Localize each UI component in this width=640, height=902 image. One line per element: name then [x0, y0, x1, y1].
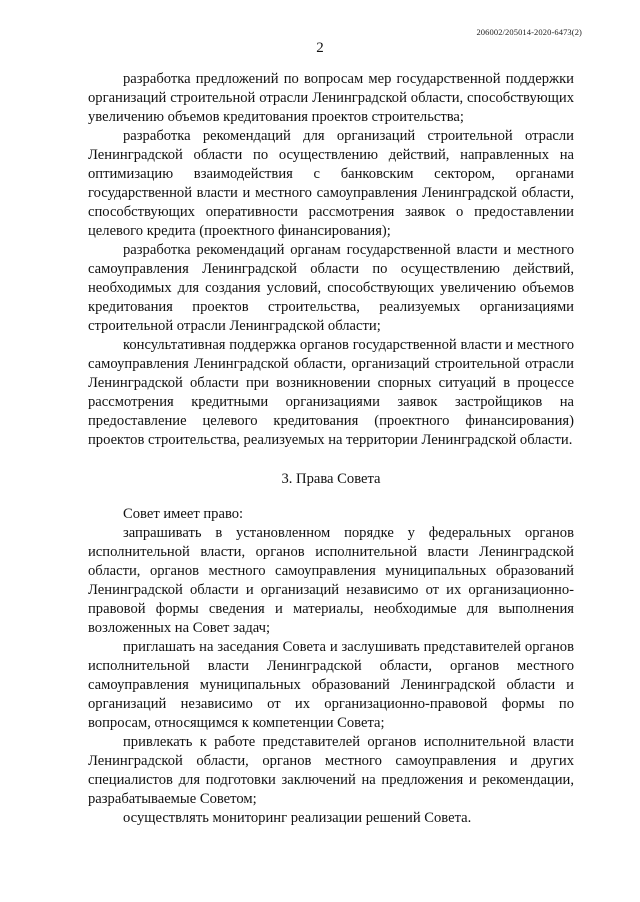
section-intro: Совет имеет право: — [123, 506, 244, 522]
paragraph-proposals: разработка предложений по вопросам мер государственной поддержки организаций строительной отрасли Ленинградской области, способствующих увеличению объемов кредитования проектов строительства; — [88, 71, 574, 125]
right-request-information: запрашивать в установленном порядке у федеральных органов исполнительной власти, органов исполнительной власти Ленинградской области, органов местного самоуправления муниципальных образований Ленинградской области и организаций независимо от их организационно-правовой формы сведения и материалы, необходимые для выполнения возложенных на Совет задач; — [88, 525, 574, 636]
paragraph-consultative-support: консультативная поддержка органов государственной власти и местного самоуправления Ленинградской области, организаций строительной отрасли Ленинградской области при возникновении спорных ситуаций в процессе рассмотрения кредитными организациями заявок застройщиков на предоставление целевого кредитования (проектного финансирования) проектов строительства, реализуемых на территории Ленинградской области. — [88, 337, 574, 448]
paragraph-recommendations-authorities: разработка рекомендаций органам государственной власти и местного самоуправления Ленинградской области по осуществлению действий, необходимых для создания условий, способствующих увеличению объемов кредитования проектов строительства, реализуемых организациями строительной отрасли Ленинградской области; — [88, 242, 574, 334]
document-body — [88, 70, 574, 828]
document-id: 206002/205014-2020-6473(2) — [476, 27, 582, 37]
right-involve-specialists: привлекать к работе представителей органов исполнительной власти Ленинградской области, органов местного самоуправления и других специалистов для подготовки заключений на предложения и рекомендации, разрабатываемые Советом; — [88, 734, 574, 807]
right-invite-representatives: приглашать на заседания Совета и заслушивать представителей органов исполнительной власти Ленинградской области, органов местного самоуправления муниципальных образований Ленинградской области и организаций независимо от их организационно-правовой формы по вопросам, относящимся к компетенции Совета; — [88, 639, 574, 731]
right-monitor-decisions: осуществлять мониторинг реализации решений Совета. — [123, 810, 472, 826]
section-heading: 3. Права Совета — [281, 471, 381, 487]
paragraph-recommendations-organizations: разработка рекомендаций для организаций строительной отрасли Ленинградской области по осуществлению действий, направленных на оптимизацию взаимодействия с банковским сектором, органами государственной власти и местного самоуправления Ленинградской области, способствующих оперативности рассмотрения заявок о предоставлении целевого кредита (проектного финансирования); — [88, 128, 574, 239]
page-number: 2 — [316, 40, 324, 56]
